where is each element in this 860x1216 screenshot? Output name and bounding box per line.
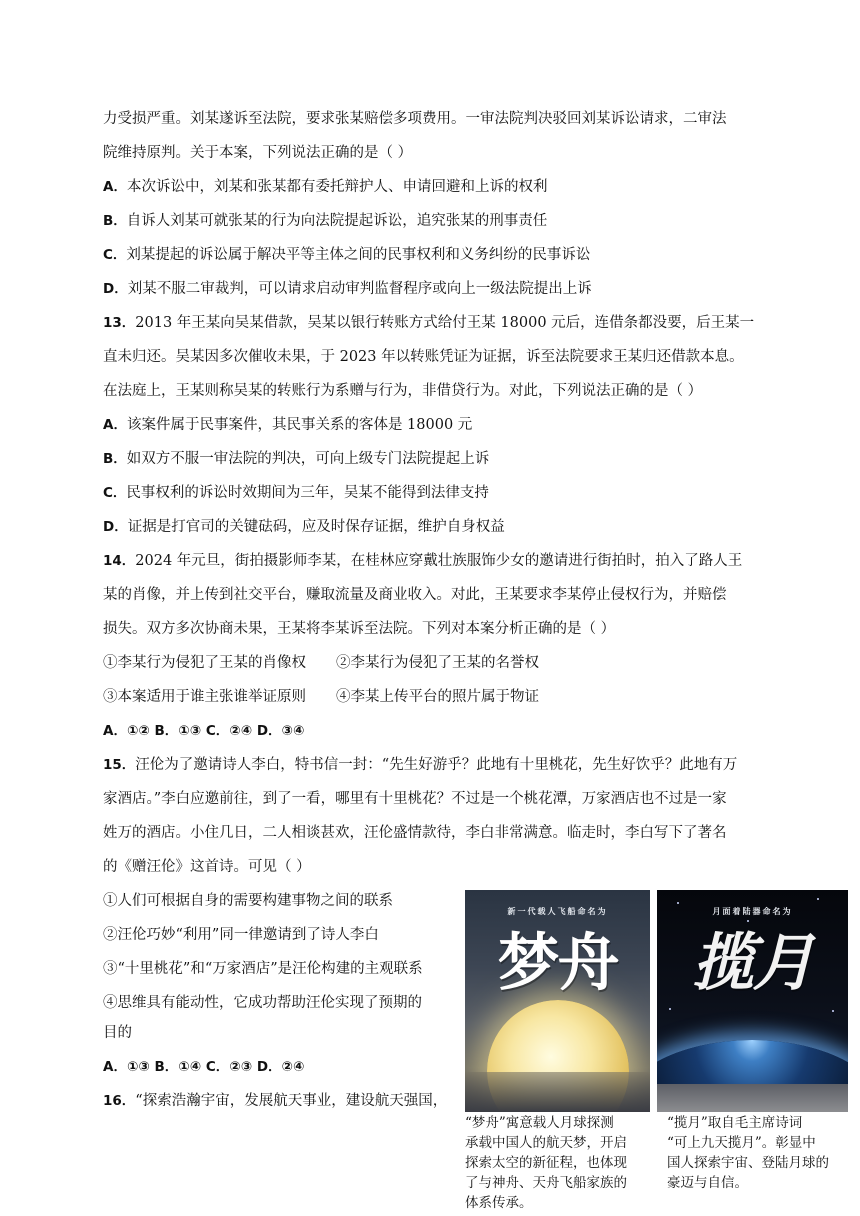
q15-stem-line-1	[103, 755, 763, 775]
option-label: C．	[103, 485, 127, 501]
q13-option-b	[103, 449, 763, 469]
q15-stem-line-3: 姓万的酒店。小住几日，二人相谈甚欢，汪伦盛情款待，李白非常满意。临走时，李白写下了著名	[103, 825, 727, 841]
option-label: A．	[103, 417, 127, 433]
q14-stem-line-1	[103, 551, 763, 571]
statement-item: ④李某上传平台的照片属于物证	[336, 689, 539, 705]
option-text: 自诉人刘某可就张某的行为向法院提起诉讼，追究张某的刑事责任	[126, 213, 548, 229]
option-label: D．	[103, 281, 128, 297]
caption-line: 体系传承。	[465, 1195, 533, 1211]
star	[669, 1008, 671, 1010]
q12-option-b	[103, 211, 763, 231]
statement-item: ②李某行为侵犯了王某的名誉权	[336, 655, 539, 671]
option-text: 刘某提起的诉讼属于解决平等主体之间的民事权利和义务纠纷的民事诉讼	[126, 247, 591, 263]
q12-option-d	[103, 279, 763, 299]
q13-option-c	[103, 483, 763, 503]
caption-line: “可上九天揽月”。彰显中	[667, 1135, 816, 1151]
question-number: 15．	[103, 757, 136, 773]
q14-choices: A．①② B．①③ C．②④ D．③④	[103, 723, 305, 739]
q14-stem-line-3: 损失。双方多次协商未果，王某将李某诉至法院。下列对本案分析正确的是（ ）	[103, 621, 616, 637]
option-text: 证据是打官司的关键砝码，应及时保存证据，维护自身权益	[127, 519, 505, 535]
question-number: 14．	[103, 553, 136, 569]
caption-line: 豪迈与自信。	[667, 1175, 748, 1191]
q13-stem-line-2: 直未归还。吴某因多次催收未果，于 2023 年以转账凭证为证据，诉至法院要求王某归还借款本息。	[103, 349, 744, 365]
star	[677, 902, 679, 904]
mengzhou-caption	[465, 1113, 653, 1213]
caption-line: “揽月”取自毛主席诗词	[667, 1115, 803, 1131]
poster-slogan: 新一代载人飞船命名为	[507, 907, 608, 916]
lanyue-poster	[657, 890, 848, 1112]
question-number: 13．	[103, 315, 136, 331]
q12-stem-line-1: 力受损严重。刘某遂诉至法院，要求张某赔偿多项费用。一审法院判决驳回刘某诉讼请求，二审法	[103, 111, 727, 127]
q13-stem-line-3: 在法庭上，王某则称吴某的转账行为系赠与行为，非借贷行为。对此，下列说法正确的是（ ）	[103, 383, 703, 399]
mengzhou-poster	[465, 890, 650, 1112]
question-number: 16．	[103, 1093, 136, 1109]
caption-line: “梦舟”寓意载人月球探测	[465, 1115, 614, 1131]
q15-stem-line-2: 家酒店。”李白应邀前往，到了一看，哪里有十里桃花？不过是一个桃花潭，万家酒店也不过是一家	[103, 791, 727, 807]
option-text: 刘某不服二审裁判，可以请求启动审判监督程序或向上一级法院提出上诉	[127, 281, 592, 297]
q15-stem-text-1: 汪伦为了邀请诗人李白，特书信一封：“先生好游乎？此地有十里桃花，先生好饮乎？此地有万	[135, 757, 738, 773]
option-label: B．	[103, 451, 127, 467]
q15-item-3: ③“十里桃花”和“万家酒店”是汪伦构建的主观联系	[103, 961, 423, 977]
option-label: A．	[103, 179, 127, 195]
poster-title: 梦舟	[497, 926, 618, 999]
q15-item-1: ①人们可根据自身的需要构建事物之间的联系	[103, 893, 393, 909]
caption-line: 探索太空的新征程，也体现	[465, 1155, 627, 1171]
poster-title: 揽月	[692, 926, 813, 999]
option-label: D．	[103, 519, 128, 535]
q13-stem-text-1: 2013 年王某向吴某借款，吴某以银行转账方式给付王某 18000 元后，连借条都没要，后王某一	[135, 315, 755, 331]
star	[832, 1010, 834, 1012]
option-text: 本次诉讼中，刘某和张某都有委托辩护人、申请回避和上诉的权利	[126, 179, 548, 195]
statement-item: ①李某行为侵犯了王某的肖像权	[103, 655, 306, 671]
q13-stem-line-1	[103, 313, 763, 333]
q16-stem-text-1: “探索浩瀚宇宙，发展航天事业，建设航天强国，	[135, 1093, 448, 1109]
q14-stem-line-2: 某的肖像，并上传到社交平台，赚取流量及商业收入。对此，王某要求李某停止侵权行为，并赔偿	[103, 587, 727, 603]
sea-image	[465, 1072, 650, 1112]
caption-line: 承载中国人的航天梦，开启	[465, 1135, 627, 1151]
lunar-surface-image	[657, 1084, 848, 1112]
star	[817, 898, 819, 900]
q15-stem-line-4: 的《赠汪伦》这首诗。可见（ ）	[103, 859, 311, 875]
q12-option-c	[103, 245, 763, 265]
q13-option-d	[103, 517, 763, 537]
caption-line: 国人探索宇宙、登陆月球的	[667, 1155, 829, 1171]
q14-items-row-1	[103, 653, 763, 673]
option-text: 民事权利的诉讼时效期间为三年，吴某不能得到法律支持	[126, 485, 489, 501]
poster-slogan: 月面着陆器命名为	[712, 907, 793, 916]
q14-stem-text-1: 2024 年元旦，街拍摄影师李某，在桂林应穿戴壮族服饰少女的邀请进行街拍时，拍入了路人王	[135, 553, 743, 569]
option-text: 该案件属于民事案件，其民事关系的客体是 18000 元	[126, 417, 473, 433]
q16-stem-line-1	[103, 1091, 453, 1111]
q14-items-row-2	[103, 687, 763, 707]
lanyue-caption	[667, 1113, 853, 1193]
option-text: 如双方不服一审法院的判决，可向上级专门法院提起上诉	[126, 451, 490, 467]
q15-item-2: ②汪伦巧妙“利用”同一律邀请到了诗人李白	[103, 927, 379, 943]
caption-line: 了与神舟、天舟飞船家族的	[465, 1175, 627, 1191]
option-label: C．	[103, 247, 127, 263]
star	[747, 920, 749, 922]
q12-option-a	[103, 177, 763, 197]
option-label: B．	[103, 213, 127, 229]
q15-item-4-cont: 目的	[103, 1025, 132, 1041]
q12-stem-line-2: 院维持原判。关于本案，下列说法正确的是（ ）	[103, 145, 413, 161]
q13-option-a	[103, 415, 763, 435]
statement-item: ③本案适用于谁主张谁举证原则	[103, 689, 306, 705]
q15-item-4: ④思维具有能动性，它成功帮助汪伦实现了预期的	[103, 995, 422, 1011]
q15-choices: A．①③ B．①④ C．②③ D．②④	[103, 1059, 305, 1075]
